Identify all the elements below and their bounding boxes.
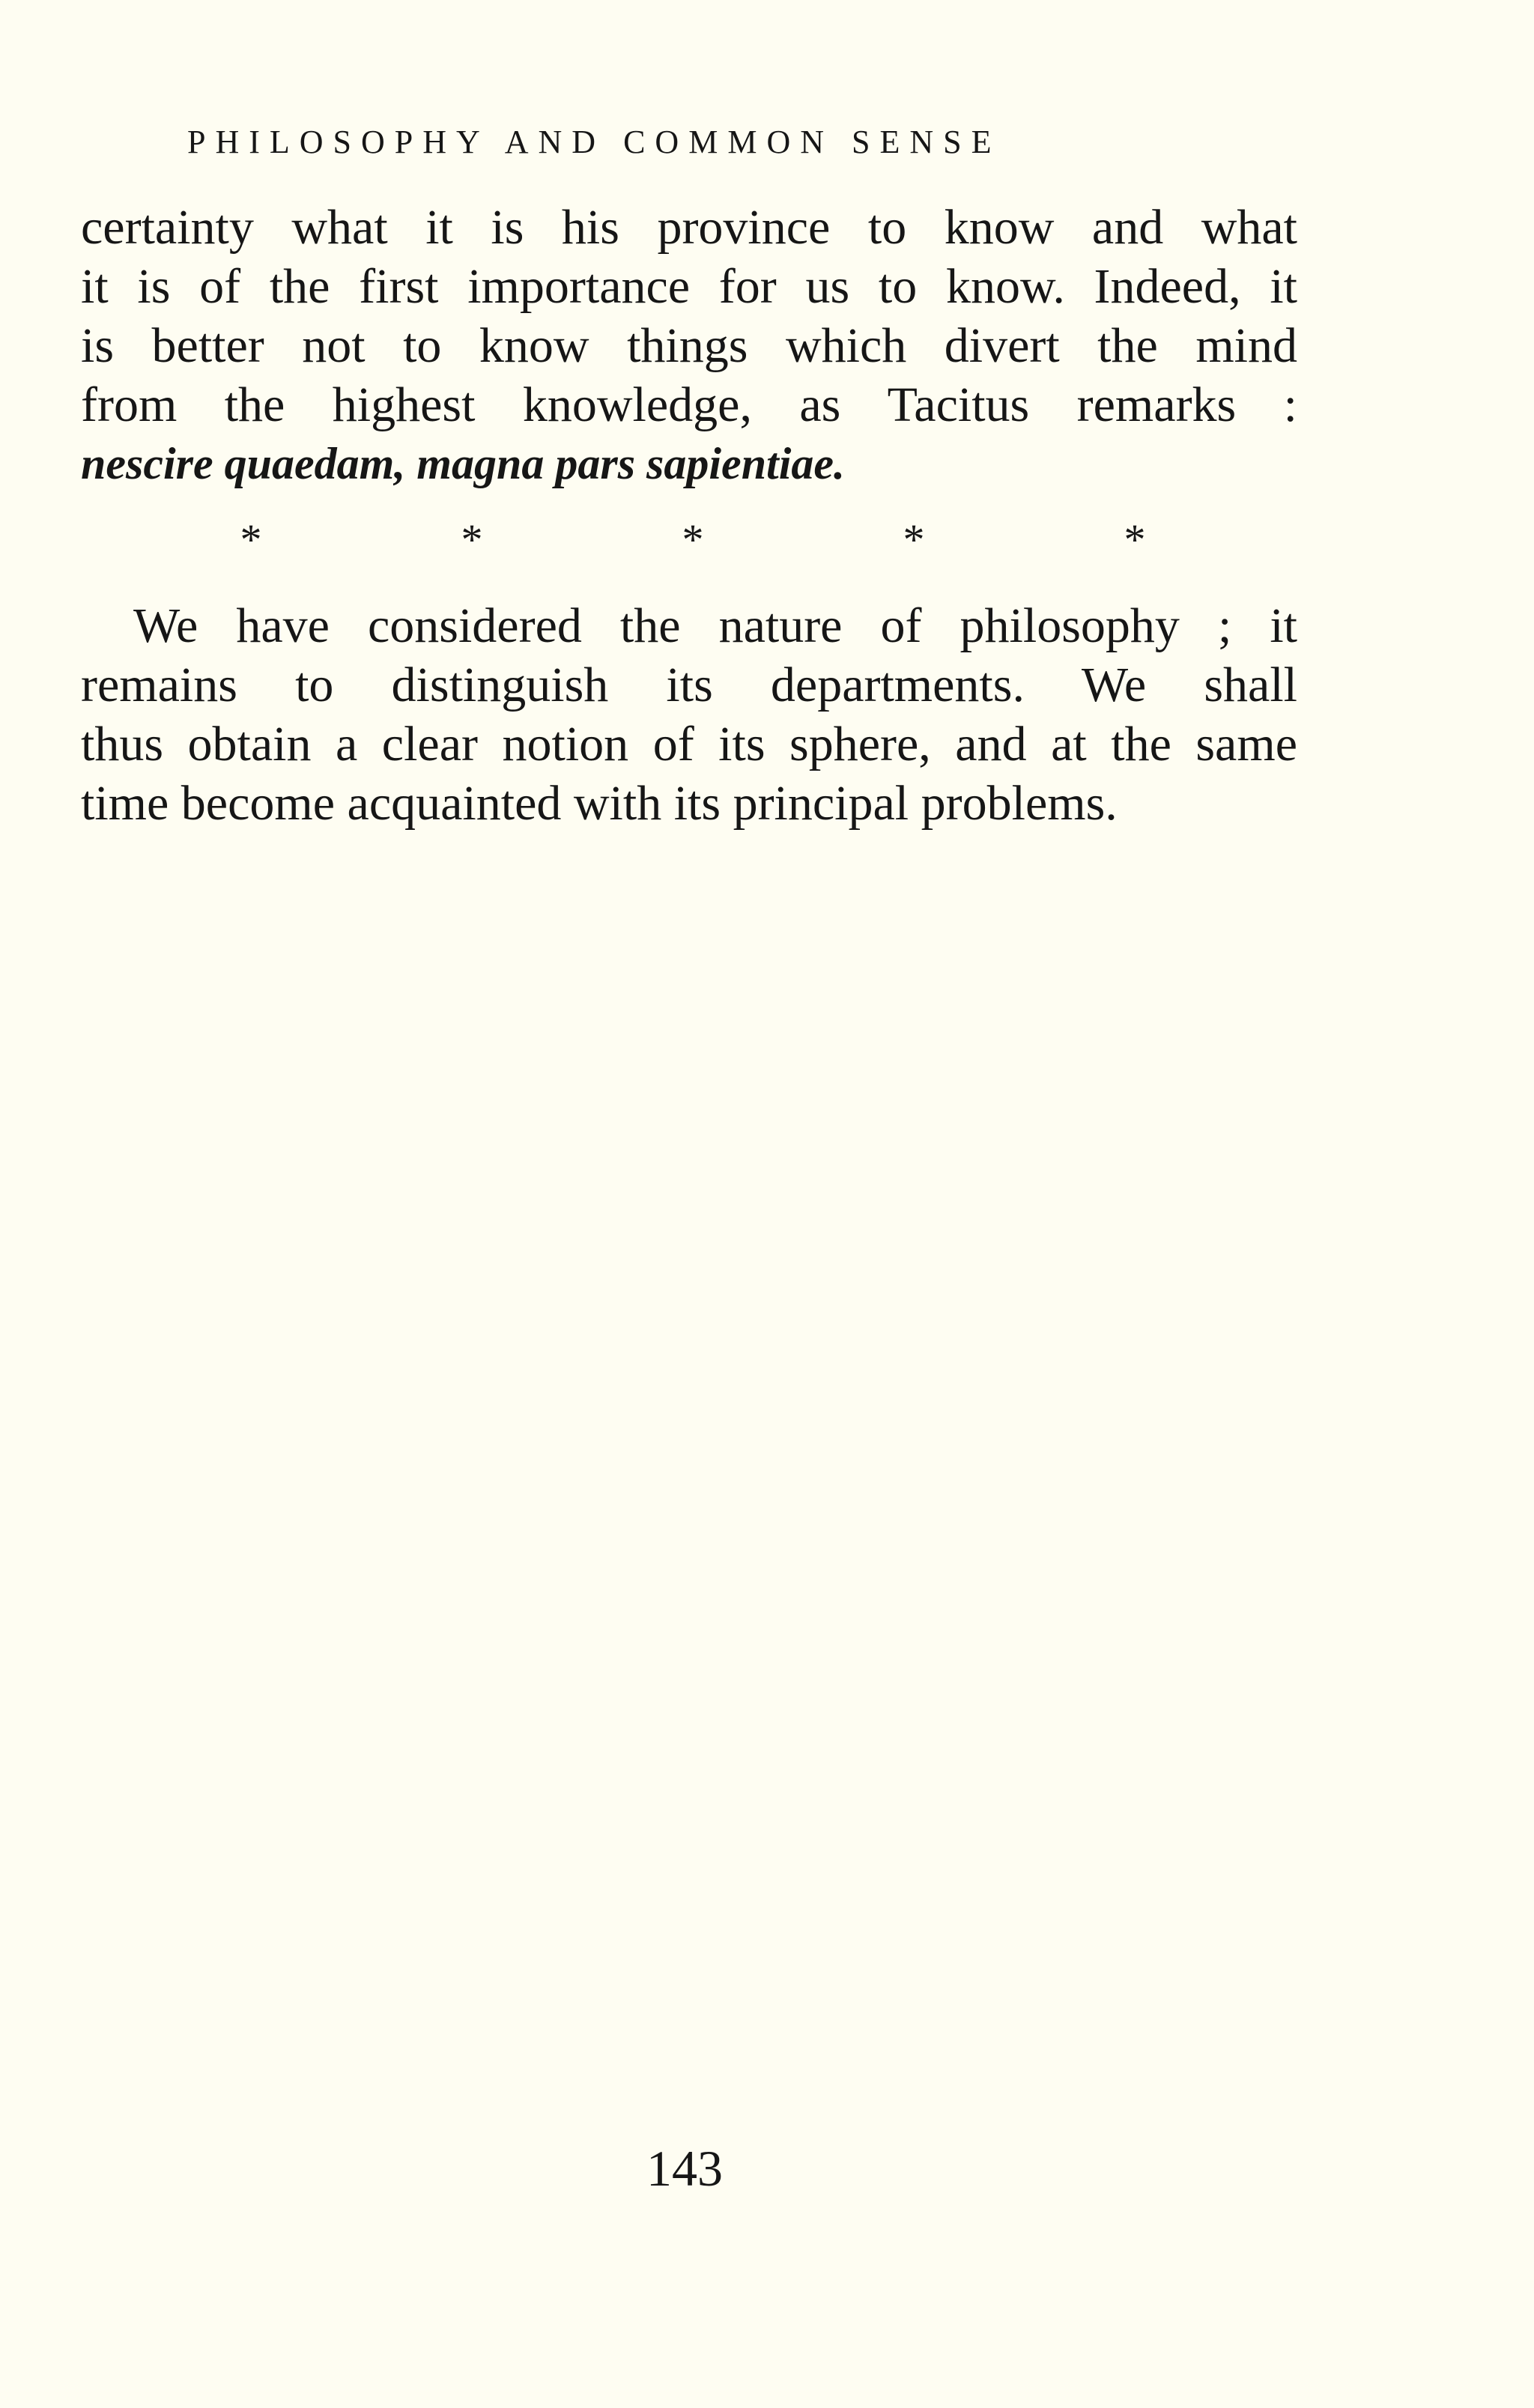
paragraph-2 [81,596,1297,833]
paragraph-line: certainty what it is his province to know and what [81,200,1297,255]
asterisk-icon: * [682,515,704,564]
paragraph-line: it is of the first importance for us to know. Indeed, it [81,259,1297,314]
paragraph-line: time become acquainted with its principal problems. [81,776,1118,831]
paragraph-line: We have considered the nature of philosophy ; it [133,598,1297,653]
asterisk-icon: * [1124,515,1146,564]
paragraph-line: remains to distinguish its departments. We shall [81,658,1297,712]
paragraph-line: thus obtain a clear notion of its sphere, and at the same [81,717,1297,771]
paragraph-line: from the highest knowledge, as Tacitus remarks : [81,377,1297,432]
paragraph-1 [81,198,1297,494]
asterisk-icon: * [240,515,262,564]
running-head: PHILOSOPHY AND COMMON SENSE [187,124,1001,160]
asterisk-icon: * [461,515,483,564]
latin-quote: nescire quaedam, magna pars sapientiae. [81,439,846,488]
section-break-asterisks [228,514,1157,566]
page-number: 143 [646,2140,723,2197]
paragraph-line: is better not to know things which divert the mind [81,318,1297,373]
asterisk-icon: * [903,515,925,564]
